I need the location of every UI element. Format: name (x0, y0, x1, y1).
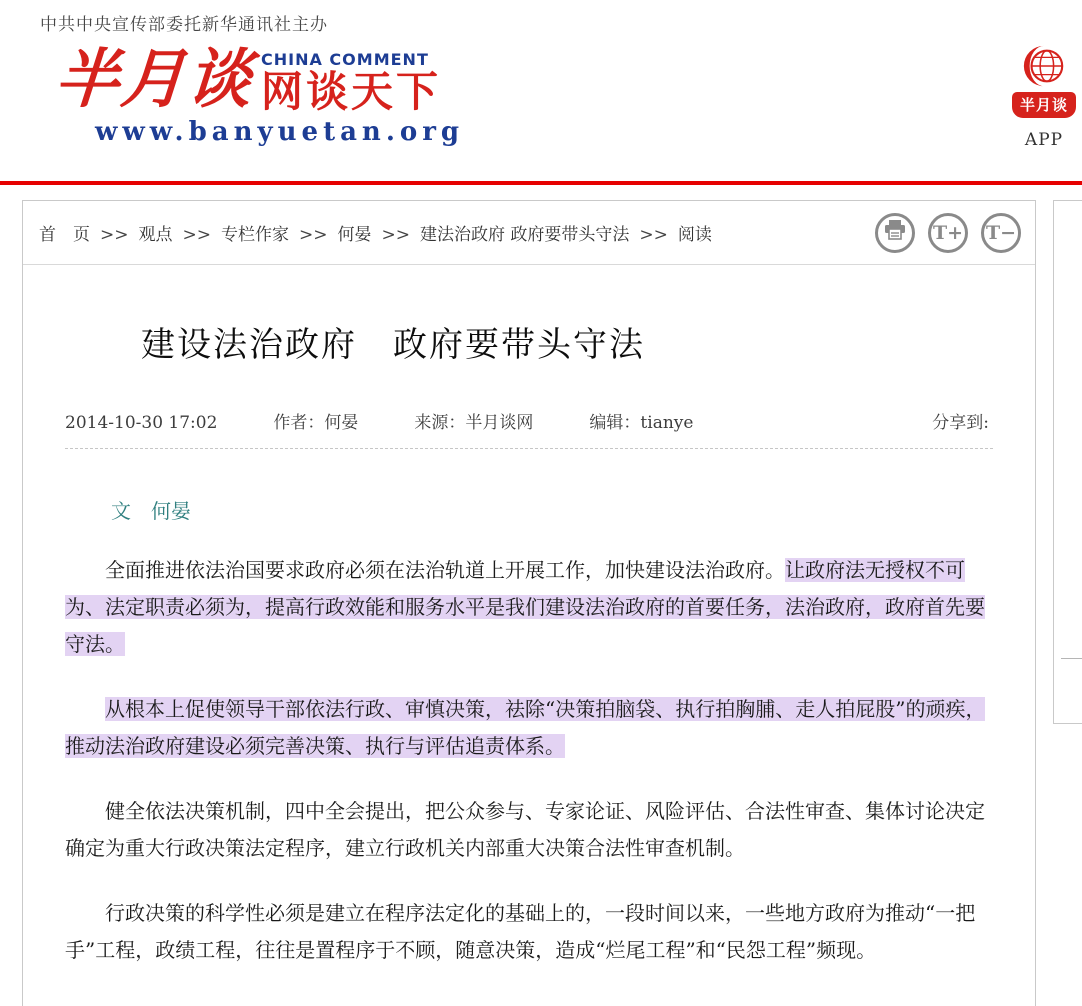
byline: 文 何晏 (111, 499, 191, 523)
sidebar-divider (1061, 658, 1082, 659)
logo-english-text: CHINA COMMENT (261, 50, 429, 69)
article-body (65, 552, 993, 969)
article-tools (875, 213, 1021, 253)
breadcrumb-link[interactable]: 专栏作家 (221, 225, 289, 245)
breadcrumb-link[interactable]: 首 页 (39, 225, 90, 245)
highlighted-text: 让政府法无授权不可为、法定职责必须为，提高行政效能和服务水平是我们建设法治政府的首要任务，法治政府，政府首先要守法。 (65, 558, 985, 656)
paragraph-text: 行政决策的科学性必须是建立在程序法定化的基础上的，一段时间以来，一些地方政府为推动“一把手”工程，政绩工程，往往是置程序于不顾，随意决策，造成“烂尾工程”和“民怨工程”频现。 (65, 901, 976, 962)
page-title: 建设法治政府 政府要带头守法 (141, 325, 645, 365)
right-sidebar (1053, 200, 1082, 724)
breadcrumb-separator: >> (299, 225, 328, 245)
app-icon (1012, 44, 1076, 122)
breadcrumb-link[interactable]: 观点 (138, 225, 173, 245)
breadcrumb-bar (23, 201, 1035, 265)
breadcrumb-link[interactable]: 阅读 (677, 225, 712, 245)
header-divider (0, 181, 1082, 185)
sponsor-line: 中共中央宣传部委托新华通讯社主办 (40, 15, 328, 35)
editor-label: 编辑：tianye (589, 413, 694, 433)
article-paragraph (65, 691, 993, 765)
font-decrease-button[interactable]: T− (981, 213, 1021, 253)
publish-datetime: 2014-10-30 17:02 (65, 413, 218, 433)
source-label: 来源：半月谈网 (414, 413, 534, 433)
article-paragraph (65, 552, 993, 663)
share-label: 分享到: (932, 413, 989, 433)
article-panel (22, 200, 1036, 1006)
breadcrumb-separator: >> (381, 225, 410, 245)
site-logo[interactable] (52, 42, 465, 148)
breadcrumb-link[interactable]: 何晏 (337, 225, 372, 245)
app-label: APP (1024, 130, 1064, 150)
breadcrumb (39, 220, 712, 245)
logo-tagline: 网谈天下 (261, 67, 442, 116)
paragraph-text: 全面推进依法治国要求政府必须在法治轨道上开展工作，加快建设法治政府。 (105, 558, 785, 582)
article-meta (65, 408, 993, 449)
article (23, 317, 1035, 969)
article-paragraph (65, 895, 993, 969)
paragraph-text: 健全依法决策机制，四中全会提出，把公众参与、专家论证、风险评估、合法性审查、集体讨论决定确定为重大行政决策法定程序，建立行政机关内部重大决策合法性审查机制。 (65, 799, 985, 860)
print-button[interactable] (875, 213, 915, 253)
app-download-badge[interactable] (1008, 44, 1080, 150)
globe-icon (1021, 43, 1067, 93)
app-badge-text: 半月谈 (1012, 92, 1076, 118)
logo-chinese-text: 半月谈 (52, 42, 256, 117)
breadcrumb-separator: >> (182, 225, 211, 245)
breadcrumb-separator: >> (100, 225, 129, 245)
font-increase-button[interactable]: T+ (928, 213, 968, 253)
site-url: www.banyuetan.org (95, 117, 465, 148)
author-label: 作者：何晏 (273, 413, 359, 433)
highlighted-text: 从根本上促使领导干部依法行政、审慎决策，祛除“决策拍脑袋、执行拍胸脯、走人拍屁股”的顽疾，推动法治政府建设必须完善决策、执行与评估追责体系。 (65, 697, 986, 758)
breadcrumb-separator: >> (639, 225, 668, 245)
printer-icon (884, 220, 906, 245)
article-paragraph (65, 793, 993, 867)
breadcrumb-link[interactable]: 建法治政府 政府要带头守法 (420, 225, 630, 245)
